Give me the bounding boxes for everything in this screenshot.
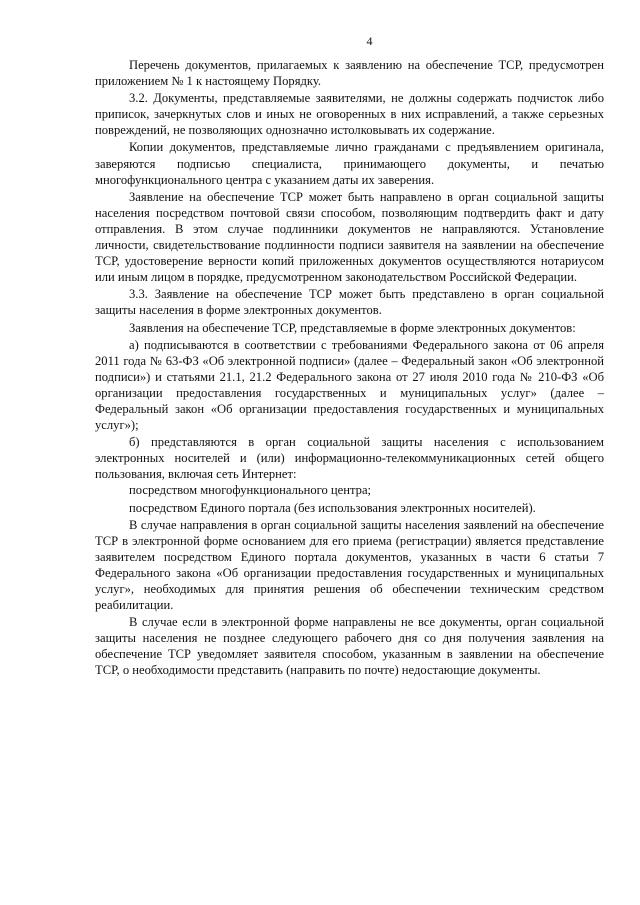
paragraph-postal: Заявление на обеспечение ТСР может быть направлено в орган социальной защиты населения посредством почтовой связи способом, позволяющим подтвердить факт и дату отправления. В этом случае подлинники документов не направляются. Установление личности, свидетельствование подлинности подписи заявителя на заявлении на обеспечение ТСР, удостоверение верности копий приложенных документов осуществляются нотариусом или иным лицом в порядке, предусмотренном законодательством Российской Федерации. bbox=[95, 189, 604, 285]
page-number: 4 bbox=[366, 34, 373, 48]
paragraph-missing-documents: В случае если в электронной форме направлены не все документы, орган социальной защиты населения не позднее следующего рабочего дня со дня получения заявления на обеспечение ТСР уведомляет заявителя способом, указанным в заявлении на обеспечение ТСР, о необходимости представить (направить по почте) недостающие документы. bbox=[95, 615, 604, 678]
paragraph-portal: посредством Единого портала (без использования электронных носителей). bbox=[129, 500, 536, 515]
paragraph-copies: Копии документов, представляемые лично гражданами с предъявлением оригинала, заверяются подписью специалиста, принимающего документы, и печатью многофункционального центра с указанием даты их заверения. bbox=[95, 140, 604, 187]
paragraph-3-2: 3.2. Документы, представляемые заявителями, не должны содержать подчисток либо приписок, зачеркнутых слов и иных не оговоренных в них исправлений, а также серьезных повреждений, не позволяющих однозначно истолковывать их содержание. bbox=[95, 91, 604, 138]
paragraph-mfc: посредством многофункционального центра; bbox=[129, 483, 372, 498]
paragraph-electronic-intro: Заявления на обеспечение ТСР, представляемые в форме электронных документов: bbox=[129, 320, 576, 335]
paragraph-item-a: а) подписываются в соответствии с требованиями Федерального закона от 06 апреля 2011 года № 63-ФЗ «Об электронной подписи» (далее – Федеральный закон «Об электронной подписи») и статьями 21.1, 21.2 Федерального закона от 27 июля 2010 года № 210-ФЗ «Об организации предоставления государственных и муниципальных услуг» (далее – Федеральный закон «Об организации предоставления государственных и муниципальных услуг»); bbox=[95, 337, 604, 433]
paragraph-electronic-registration: В случае направления в орган социальной защиты населения заявлений на обеспечение ТСР в электронной форме основанием для его приема (регистрации) является представление заявителем посредством Единого портала документов, указанных в части 6 статьи 7 Федерального закона «Об организации предоставления государственных и муниципальных услуг», необходимых для принятия решения об обеспечении техническим средством реабилитации. bbox=[95, 517, 604, 613]
paragraph-documents-list: Перечень документов, прилагаемых к заявлению на обеспечение ТСР, предусмотрен приложением № 1 к настоящему Порядку. bbox=[95, 58, 604, 89]
paragraph-3-3: 3.3. Заявление на обеспечение ТСР может быть представлено в орган социальной защиты населения в форме электронных документов. bbox=[95, 287, 604, 318]
paragraph-item-b: б) представляются в орган социальной защиты населения с использованием электронных носителей и (или) информационно-телекоммуникационных сетей общего пользования, включая сеть Интернет: bbox=[95, 435, 604, 482]
